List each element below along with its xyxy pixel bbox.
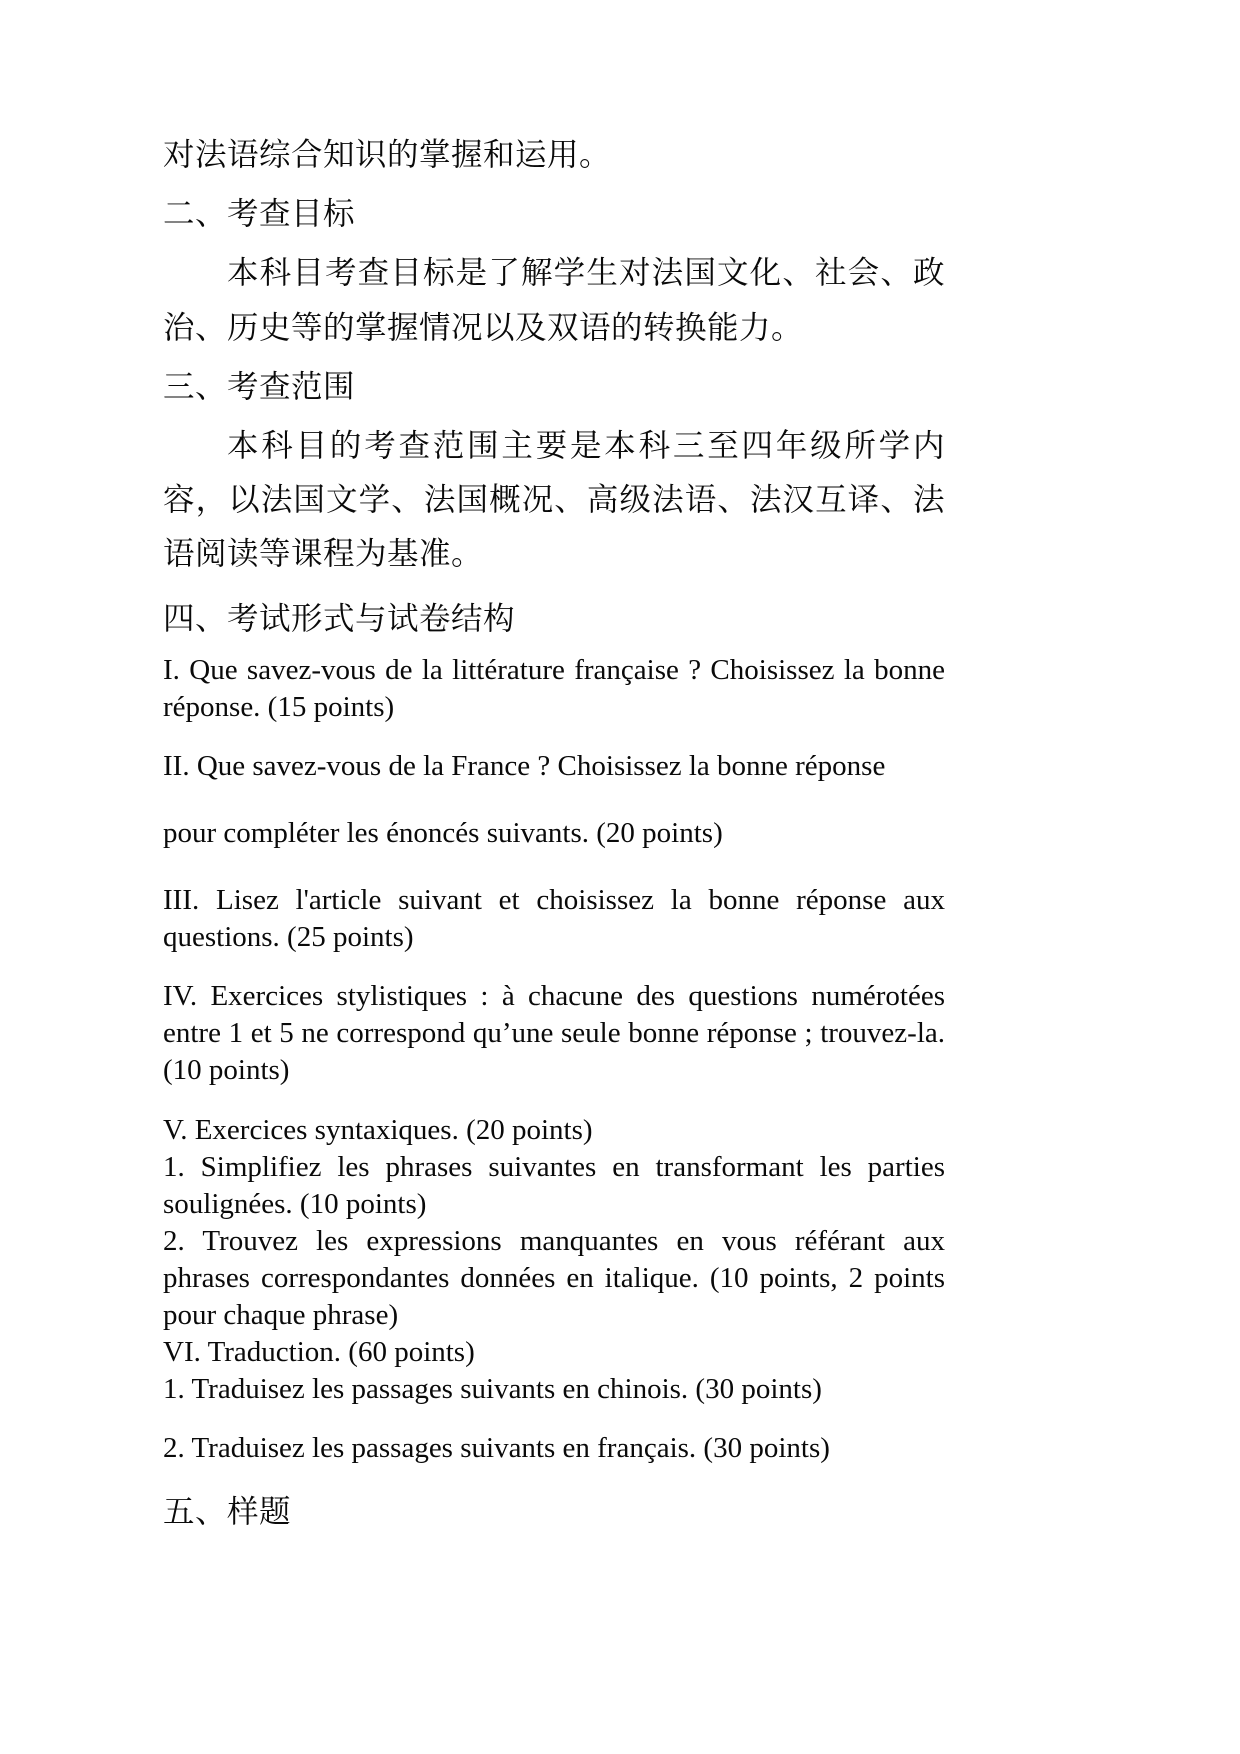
exam-item-ii-line-2: pour compléter les énoncés suivants. (20 points) — [163, 816, 723, 849]
section-three-heading: 三、考查范围 — [163, 368, 356, 405]
exam-item-v: V. Exercices syntaxiques. (20 points) — [163, 1113, 593, 1146]
section-five-heading: 五、样题 — [163, 1493, 292, 1530]
section-two-heading: 二、考查目标 — [163, 196, 356, 233]
exam-item-iii: III. Lisez l'article suivant et choisissez la bonne réponse aux questions. (25 points) — [163, 883, 945, 954]
section-two-paragraph: 本科目考查目标是了解学生对法国文化、社会、政治、历史等的掌握情况以及双语的转换能力。 — [163, 255, 945, 346]
document-content — [163, 128, 945, 1539]
exam-item-vi-sub-2: 2. Traduisez les passages suivants en français. (30 points) — [163, 1432, 830, 1465]
spacer — [163, 1468, 945, 1485]
exam-item-v-sub-2: 2. Trouvez les expressions manquantes en vous référant aux phrases correspondantes données en italique. (10 points, 2 points pour chaque phrase) — [163, 1224, 945, 1332]
section-four-heading: 四、考试形式与试卷结构 — [163, 601, 516, 638]
exam-item-iv: IV. Exercices stylistiques : à chacune des questions numérotées entre 1 et 5 ne correspond qu’une seule bonne réponse ; trouvez-la. (10 points) — [163, 980, 945, 1087]
continuation-paragraph: 对法语综合知识的掌握和运用。 — [163, 137, 612, 173]
exam-item-ii-line-1: II. Que savez-vous de la France ? Choisissez la bonne réponse — [163, 749, 886, 782]
spacer — [163, 581, 945, 592]
exam-item-v-sub-1: 1. Simplifiez les phrases suivantes en transformant les parties soulignées. (10 points) — [163, 1150, 945, 1220]
exam-item-i: I. Que savez-vous de la littérature française ? Choisissez la bonne réponse. (15 points) — [163, 653, 945, 723]
section-three-paragraph: 本科目的考查范围主要是本科三至四年级所学内容，以法国文学、法国概况、高级法语、法汉互译、法语阅读等课程为基准。 — [163, 427, 945, 573]
exam-item-vi: VI. Traduction. (60 points) — [163, 1336, 475, 1369]
exam-item-vi-sub-1: 1. Traduisez les passages suivants en chinois. (30 points) — [163, 1373, 822, 1406]
